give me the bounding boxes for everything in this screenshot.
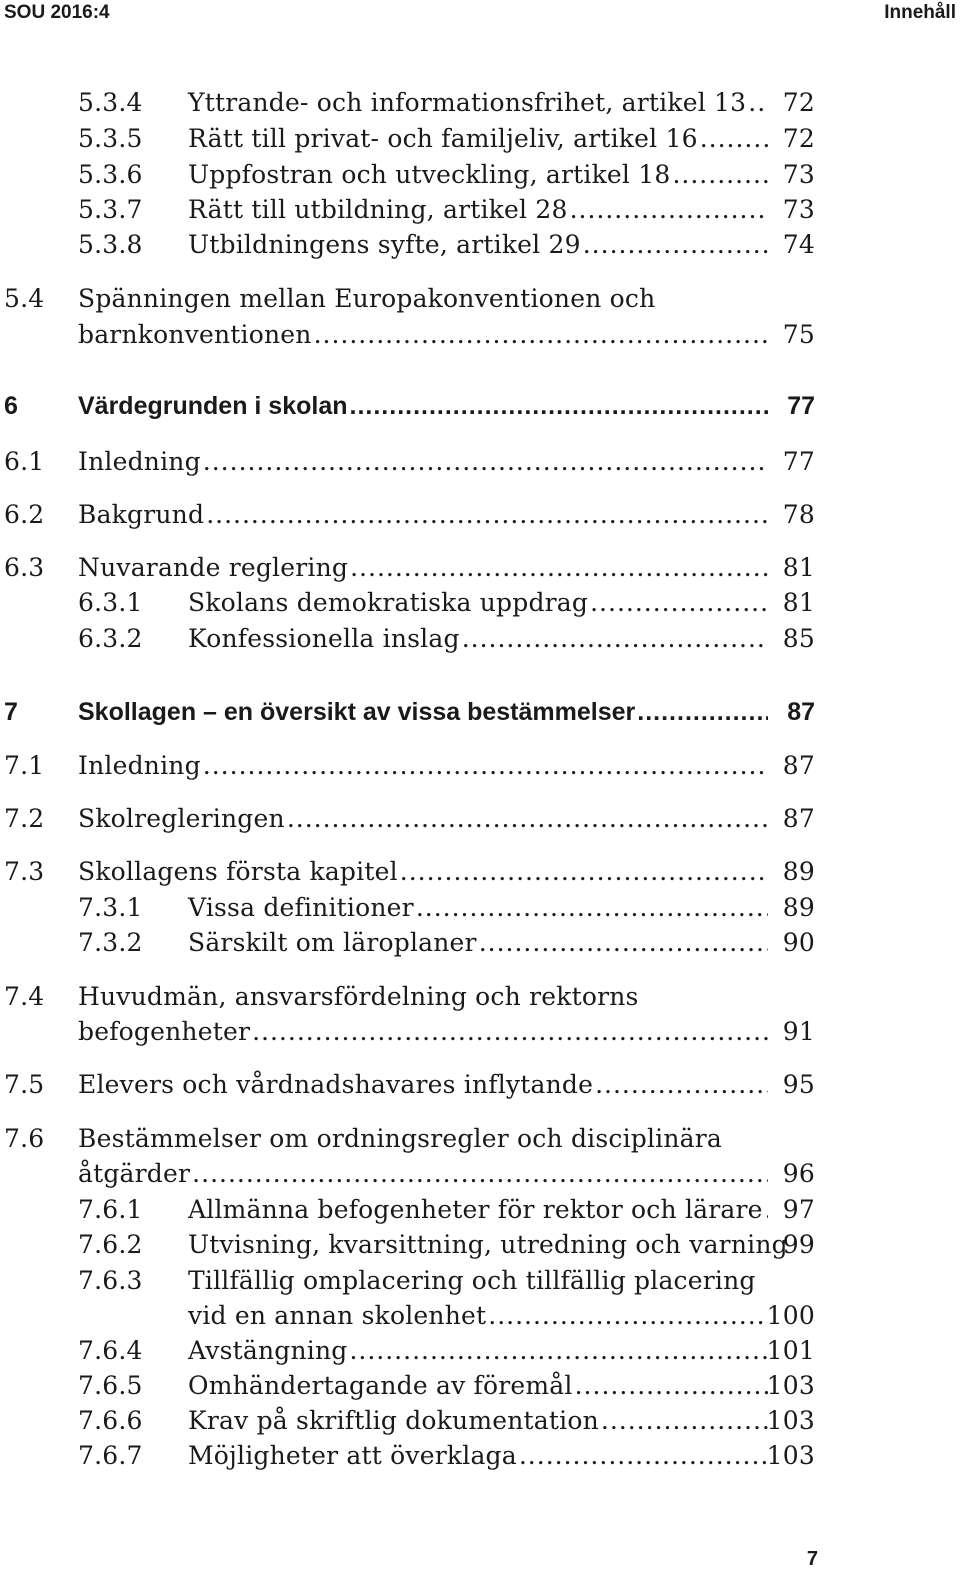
page-number: 7 xyxy=(806,1548,818,1570)
toc-entry-number: 5.3.8 xyxy=(78,230,143,259)
toc-entry-page: 90 xyxy=(782,928,815,957)
toc-entry-number: 7.6.7 xyxy=(78,1441,143,1470)
toc-entry[interactable] xyxy=(0,624,960,660)
toc-chapter-title: Skollagen – en översikt av vissa bestämmelser xyxy=(78,698,636,726)
toc-entry[interactable] xyxy=(0,1336,960,1372)
toc-chapter[interactable] xyxy=(0,698,960,734)
toc-entry-title: Omhändertagande av föremål xyxy=(188,1371,573,1400)
toc-entry-title: vid en annan skolenhet xyxy=(188,1301,487,1330)
running-header-left: SOU 2016:4 xyxy=(4,2,110,23)
toc-entry-number: 6.3 xyxy=(4,553,45,582)
leader-dots xyxy=(519,1441,768,1470)
toc-entry[interactable] xyxy=(0,1441,960,1477)
toc-entry-page: 74 xyxy=(782,230,815,259)
toc-entry-page: 96 xyxy=(782,1159,815,1188)
toc-entry-number: 7.6.3 xyxy=(78,1266,143,1295)
leader-dots xyxy=(400,857,768,886)
toc-entry-title: Bakgrund xyxy=(78,500,205,529)
toc-entry-title: Nuvarande reglering xyxy=(78,553,349,582)
toc-entry-number: 7.6 xyxy=(4,1124,45,1153)
toc-entry[interactable] xyxy=(0,1230,960,1266)
toc-entry-page: 89 xyxy=(782,857,815,886)
toc-entry-title: Skollagens första kapitel xyxy=(78,857,398,886)
toc-entry[interactable] xyxy=(0,928,960,964)
toc-entry-number: 5.4 xyxy=(4,284,45,313)
toc-entry-number: 5.3.5 xyxy=(78,124,143,153)
toc-entry[interactable] xyxy=(0,1124,960,1196)
toc-entry[interactable] xyxy=(0,195,960,231)
toc-entry-number: 6.1 xyxy=(4,447,45,476)
toc-entry[interactable] xyxy=(0,284,960,356)
leader-dots xyxy=(314,320,768,349)
toc-entry-title: Krav på skriftlig dokumentation xyxy=(188,1406,599,1435)
toc-entry-number: 5.3.4 xyxy=(78,88,143,117)
toc-entry-title-line1: Huvudmän, ansvarsfördelning och rektorns xyxy=(78,982,639,1011)
toc-chapter-title: Värdegrunden i skolan xyxy=(78,392,348,420)
leader-dots xyxy=(203,447,768,476)
toc-entry-number: 7.3.1 xyxy=(78,893,143,922)
toc-entry-page: 100 xyxy=(766,1301,815,1330)
toc-entry[interactable] xyxy=(0,588,960,624)
toc-entry-title: Skolregleringen xyxy=(78,804,285,833)
leader-dots xyxy=(590,588,768,617)
toc-entry-title: Utvisning, kvarsittning, utredning och varning xyxy=(188,1230,788,1259)
toc-entry-page: 81 xyxy=(782,553,815,582)
toc-entry-title-line1: Bestämmelser om ordningsregler och disciplinära xyxy=(78,1124,723,1153)
toc-entry-title: Yttrande- och informationsfrihet, artikel 13 xyxy=(188,88,747,117)
toc-entry-page: 103 xyxy=(766,1406,815,1435)
toc-entry-title: Uppfostran och utveckling, artikel 18 xyxy=(188,160,671,189)
leader-dots xyxy=(203,751,768,780)
toc-entry[interactable] xyxy=(0,982,960,1054)
toc-entry-number: 7.6.4 xyxy=(78,1336,143,1365)
leader-dots xyxy=(350,553,768,582)
leader-dots xyxy=(601,1406,768,1435)
toc-entry-number: 7.6.1 xyxy=(78,1195,143,1224)
leader-dots xyxy=(765,1195,768,1224)
leader-dots xyxy=(462,624,768,653)
toc-entry[interactable] xyxy=(0,447,960,483)
toc-entry-title-line1: Tillfällig omplacering och tillfällig placering xyxy=(188,1266,756,1295)
toc-chapter-page: 87 xyxy=(787,698,815,726)
toc-entry-page: 103 xyxy=(766,1441,815,1470)
toc-entry[interactable] xyxy=(0,230,960,266)
toc-entry[interactable] xyxy=(0,1371,960,1407)
leader-dots xyxy=(252,1017,768,1046)
toc-entry-number: 7.2 xyxy=(4,804,45,833)
toc-entry-page: 103 xyxy=(766,1371,815,1400)
toc-entry[interactable] xyxy=(0,160,960,196)
leader-dots xyxy=(416,893,768,922)
toc-entry-title: Möjligheter att överklaga xyxy=(188,1441,517,1470)
leader-dots xyxy=(350,392,768,421)
toc-entry-number: 6.3.1 xyxy=(78,588,143,617)
toc-entry-title: befogenheter xyxy=(78,1017,251,1046)
toc-entry-number: 7.6.5 xyxy=(78,1371,143,1400)
toc-entry-page: 101 xyxy=(766,1336,815,1365)
toc-entry-page: 72 xyxy=(782,124,815,153)
toc-entry-title: Elevers och vårdnadshavares inflytande xyxy=(78,1070,594,1099)
toc-entry-title: Rätt till utbildning, artikel 28 xyxy=(188,195,568,224)
leader-dots xyxy=(700,124,768,153)
toc-entry-page: 97 xyxy=(782,1195,815,1224)
toc-entry-title: Allmänna befogenheter för rektor och lärare xyxy=(188,1195,763,1224)
toc-entry-page: 95 xyxy=(782,1070,815,1099)
toc-entry-number: 7.3.2 xyxy=(78,928,143,957)
toc-entry-page: 99 xyxy=(782,1230,815,1259)
leader-dots xyxy=(349,1336,768,1365)
toc-entry-title: Inledning xyxy=(78,447,201,476)
leader-dots xyxy=(637,698,768,727)
leader-dots xyxy=(595,1070,768,1099)
toc-entry-page: 87 xyxy=(782,751,815,780)
toc-entry-page: 81 xyxy=(782,588,815,617)
leader-dots xyxy=(570,195,768,224)
leader-dots xyxy=(488,1301,768,1330)
toc-entry-page: 85 xyxy=(782,624,815,653)
toc-entry-number: 5.3.6 xyxy=(78,160,143,189)
toc-entry[interactable] xyxy=(0,1406,960,1442)
toc-entry[interactable] xyxy=(0,751,960,787)
leader-dots xyxy=(479,928,768,957)
toc-entry[interactable] xyxy=(0,124,960,160)
toc-entry-title: barnkonventionen xyxy=(78,320,312,349)
toc-entry-title: Rätt till privat- och familjeliv, artikel 16 xyxy=(188,124,698,153)
toc-entry-number: 7.3 xyxy=(4,857,45,886)
toc-entry[interactable] xyxy=(0,857,960,893)
toc-entry-page: 89 xyxy=(782,893,815,922)
toc-entry[interactable] xyxy=(0,553,960,589)
toc-entry-title: Vissa definitioner xyxy=(188,893,414,922)
toc-entry-page: 73 xyxy=(782,160,815,189)
toc-chapter[interactable] xyxy=(0,392,960,428)
toc-entry-number: 7.6.6 xyxy=(78,1406,143,1435)
toc-entry[interactable] xyxy=(0,1195,960,1231)
toc-entry-number: 7.4 xyxy=(4,982,45,1011)
toc-entry[interactable] xyxy=(0,893,960,929)
toc-entry-page: 72 xyxy=(782,88,815,117)
toc-chapter-number: 6 xyxy=(4,392,18,420)
toc-entry-number: 7.5 xyxy=(4,1070,45,1099)
toc-entry[interactable] xyxy=(0,804,960,840)
toc-entry[interactable] xyxy=(0,1070,960,1106)
leader-dots xyxy=(192,1159,768,1188)
toc-chapter-page: 77 xyxy=(787,392,815,420)
toc-entry-page: 91 xyxy=(782,1017,815,1046)
running-header-right: Innehåll xyxy=(884,2,956,23)
leader-dots xyxy=(575,1371,768,1400)
toc-entry-title: åtgärder xyxy=(78,1159,191,1188)
toc-entry[interactable] xyxy=(0,1266,960,1338)
toc-entry-title-line1: Spänningen mellan Europakonventionen och xyxy=(78,284,656,313)
leader-dots xyxy=(672,160,768,189)
toc-entry-number: 7.1 xyxy=(4,751,45,780)
toc-entry-title: Särskilt om läroplaner xyxy=(188,928,477,957)
toc-entry-title: Utbildningens syfte, artikel 29 xyxy=(188,230,581,259)
leader-dots xyxy=(583,230,768,259)
toc-entry[interactable] xyxy=(0,88,960,124)
toc-entry-title: Inledning xyxy=(78,751,201,780)
toc-chapter-number: 7 xyxy=(4,698,18,726)
leader-dots xyxy=(287,804,768,833)
toc-entry-number: 6.2 xyxy=(4,500,45,529)
leader-dots xyxy=(206,500,768,529)
toc-entry-page: 73 xyxy=(782,195,815,224)
toc-entry-page: 78 xyxy=(782,500,815,529)
toc-entry-page: 77 xyxy=(782,447,815,476)
toc-entry-title: Skolans demokratiska uppdrag xyxy=(188,588,589,617)
toc-entry-number: 6.3.2 xyxy=(78,624,143,653)
leader-dots xyxy=(748,88,768,117)
toc-entry-page: 87 xyxy=(782,804,815,833)
toc-entry-number: 5.3.7 xyxy=(78,195,143,224)
toc-entry-title: Konfessionella inslag xyxy=(188,624,460,653)
toc-entry-title: Avstängning xyxy=(188,1336,348,1365)
toc-entry-number: 7.6.2 xyxy=(78,1230,143,1259)
toc-entry-page: 75 xyxy=(782,320,815,349)
toc-entry[interactable] xyxy=(0,500,960,536)
